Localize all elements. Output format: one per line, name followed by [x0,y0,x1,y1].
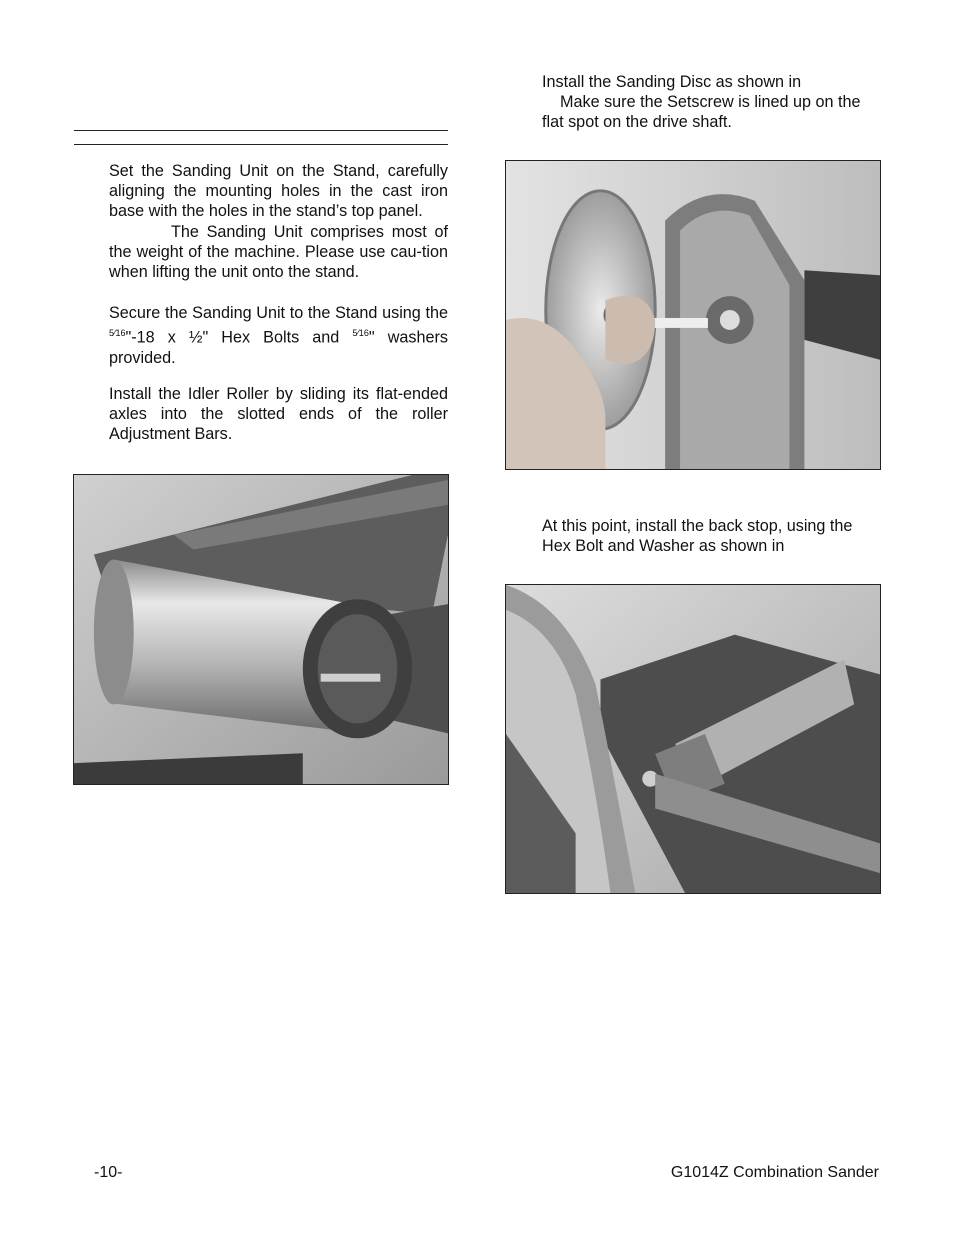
step-set-sanding-unit-text: Set the Sanding Unit on the Stand, carefully aligning the mounting holes in the cast iron base with the holes in the stand’s top panel. [109,162,448,221]
step-set-sanding-unit-caution: The Sanding Unit comprises most of the weight of the machine. Please use cau-tion when lifting the unit onto the stand. [109,222,448,282]
page-number: -10- [94,1164,123,1181]
idler-roller-photo [73,474,449,785]
step-install-sanding-disc-text: Install the Sanding Disc as shown in [542,73,802,91]
section-rule-top [74,130,448,131]
back-stop-illustration [506,585,880,893]
back-stop-photo [505,584,881,894]
section-rule-bottom [74,144,448,145]
step-install-back-stop: At this point, install the back stop, using the Hex Bolt and Washer as shown in [542,517,853,556]
idler-roller-illustration [74,475,448,784]
step-install-sanding-disc [542,72,880,133]
sanding-disc-photo [505,160,881,470]
step-secure-sanding-unit: Secure the Sanding Unit to the Stand using the $^{5⁄16}$"-18 x ½" Hex Bolts and $^{5⁄16}$" washers provided. [109,304,448,367]
step-set-sanding-unit [109,161,448,282]
sanding-disc-illustration [506,161,880,469]
manual-title: G1014Z Combination Sander [670,1164,879,1181]
step-install-idler-roller: Install the Idler Roller by sliding its flat-ended axles into the slotted ends of the roller Adjustment Bars. [109,385,448,444]
step-install-sanding-disc-note: Make sure the Setscrew is lined up on the flat spot on the drive shaft. [542,93,861,132]
